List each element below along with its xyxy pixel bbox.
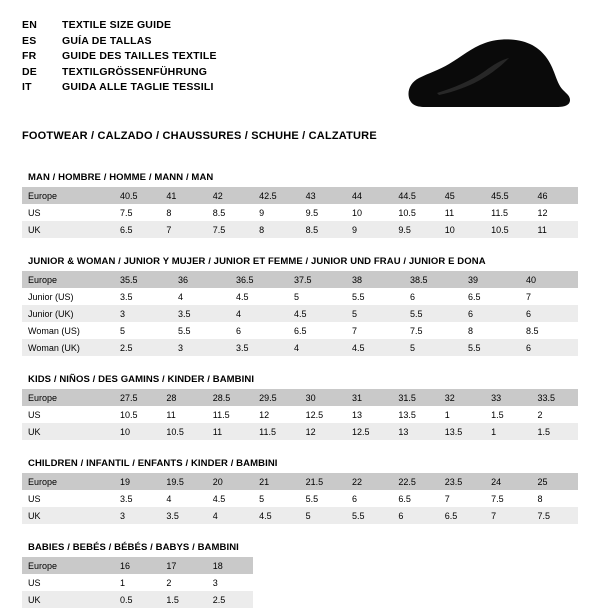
cell: 4.5 (236, 291, 249, 302)
cell: 6.5 (439, 507, 485, 524)
cell: 1 (444, 409, 450, 420)
row-label: Europe (22, 271, 114, 288)
cell: 36.5 (230, 271, 288, 288)
cell: 10.5 (398, 207, 416, 218)
cell: 8 (537, 493, 543, 504)
section-title: MAN / HOMBRE / HOMME / MANN / MAN (28, 172, 214, 183)
cell: 12 (259, 409, 270, 420)
language-code: FR (22, 50, 37, 62)
cell: 44 (346, 187, 392, 204)
cell: 42 (207, 187, 253, 204)
language-title: GUIDA ALLE TAGLIE TESSILI (62, 81, 214, 93)
language-row (22, 65, 217, 81)
cell: 13 (392, 423, 438, 440)
size-table-man (22, 187, 578, 238)
section-junior-woman (22, 256, 578, 356)
cell: 9.5 (392, 221, 438, 238)
row-label: Woman (US) (28, 325, 80, 336)
cell: 0.5 (114, 591, 160, 608)
cell: 3.5 (172, 305, 230, 322)
cell: 12.5 (346, 423, 392, 440)
cell-empty (300, 574, 346, 591)
cell: 1.5 (160, 591, 206, 608)
cell: 43 (300, 187, 346, 204)
table-row (22, 204, 578, 221)
section-title: JUNIOR & WOMAN / JUNIOR Y MUJER / JUNIOR ET FEMME / JUNIOR UND FRAU / JUNIOR E DONA (28, 256, 486, 267)
cell: 22 (346, 473, 392, 490)
cell: 2 (537, 409, 543, 420)
cell: 46 (532, 187, 578, 204)
cell: 3 (172, 339, 230, 356)
cell: 19.5 (160, 473, 206, 490)
cell: 1.5 (491, 409, 504, 420)
cell: 10 (439, 221, 485, 238)
cell: 16 (114, 557, 160, 574)
row-label: UK (22, 423, 114, 440)
cell: 3 (114, 507, 160, 524)
cell: 4 (230, 305, 288, 322)
cell: 11 (166, 409, 176, 420)
cell: 5 (120, 325, 126, 336)
language-row (22, 49, 217, 65)
cell: 5 (259, 493, 265, 504)
cell: 35.5 (114, 271, 172, 288)
cell: 8.5 (300, 221, 346, 238)
cell: 6 (392, 507, 438, 524)
cell: 5.5 (462, 339, 520, 356)
cell: 12 (300, 423, 346, 440)
cell: 1 (485, 423, 531, 440)
cell-empty (485, 574, 531, 591)
cell: 12.5 (305, 409, 324, 420)
cell: 6 (351, 493, 357, 504)
cell: 6 (236, 325, 242, 336)
cell: 5.5 (404, 305, 462, 322)
cell: 10.5 (120, 409, 138, 420)
cell: 7.5 (532, 507, 578, 524)
cell: 10 (114, 423, 160, 440)
document-header (22, 18, 578, 116)
row-label: UK (22, 507, 114, 524)
cell: 7.5 (410, 325, 423, 336)
section-kids (22, 374, 578, 440)
cell: 5.5 (178, 325, 191, 336)
cell: 4 (166, 493, 172, 504)
language-title: TEXTILGRÖSSENFÜHRUNG (62, 65, 208, 78)
cell: 9 (346, 221, 392, 238)
cell: 9.5 (305, 207, 319, 218)
cell-empty (346, 574, 392, 591)
cell: 21 (253, 473, 299, 490)
table-row (22, 322, 578, 339)
language-row (22, 18, 217, 34)
cell: 11 (444, 207, 455, 218)
cell: 1.5 (532, 423, 578, 440)
section-title: KIDS / NIÑOS / DES GAMINS / KINDER / BAMBINI (28, 374, 255, 385)
cell: 6.5 (398, 493, 411, 504)
cell: 37.5 (288, 271, 346, 288)
cell: 24 (485, 473, 531, 490)
cell: 4.5 (253, 507, 299, 524)
cell-empty (532, 574, 578, 591)
cell: 33 (485, 389, 531, 406)
row-label: Junior (UK) (22, 305, 114, 322)
cell: 36 (172, 271, 230, 288)
size-table-babies (22, 557, 578, 608)
cell: 10 (351, 207, 362, 218)
cell: 7.5 (207, 221, 253, 238)
cell: 42.5 (253, 187, 299, 204)
footwear-subtitle: FOOTWEAR / CALZADO / CHAUSSURES / SCHUHE / CALZATURE (22, 130, 377, 142)
cell: 27.5 (114, 389, 160, 406)
cell-empty (300, 557, 346, 574)
cell: 22.5 (392, 473, 438, 490)
language-row (22, 34, 217, 50)
language-title: GUÍA DE TALLAS (62, 34, 152, 47)
cell: 7 (352, 325, 358, 336)
cell: 3.5 (120, 493, 133, 504)
table-row (22, 221, 578, 238)
cell: 25 (532, 473, 578, 490)
size-table-kids (22, 389, 578, 440)
language-code: DE (22, 65, 37, 78)
cell: 33.5 (532, 389, 578, 406)
language-code: EN (22, 19, 37, 31)
cell-empty (439, 557, 485, 574)
cell: 31 (346, 389, 392, 406)
cell: 8.5 (526, 325, 539, 336)
cell: 7.5 (120, 207, 133, 218)
cell: 38.5 (404, 271, 462, 288)
cell: 45 (439, 187, 485, 204)
table-row (22, 574, 578, 591)
cell: 8 (468, 325, 474, 336)
section-title: BABIES / BEBÉS / BÉBÉS / BABYS / BAMBINI (28, 542, 239, 553)
cell: 18 (207, 557, 253, 574)
cell: 40.5 (114, 187, 160, 204)
cell: 8.5 (212, 207, 226, 218)
row-label: Europe (22, 389, 114, 406)
row-label: Junior (US) (28, 291, 74, 302)
table-row (22, 473, 578, 490)
row-label: Woman (UK) (22, 339, 114, 356)
row-label: Europe (22, 557, 114, 574)
row-label: Europe (22, 187, 114, 204)
cell: 38 (346, 271, 404, 288)
cell: 12 (537, 207, 548, 218)
cell: 4.5 (212, 493, 226, 504)
language-title-table (22, 18, 217, 96)
cell: 41 (160, 187, 206, 204)
table-row (22, 406, 578, 423)
cell: 6.5 (114, 221, 160, 238)
cell: 6 (462, 305, 520, 322)
cell: 31.5 (392, 389, 438, 406)
cell: 3 (114, 305, 172, 322)
size-table-junior-woman (22, 271, 578, 356)
language-row (22, 80, 217, 96)
cell: 6 (410, 291, 416, 302)
cell: 10.5 (160, 423, 206, 440)
cell: 7 (160, 221, 206, 238)
cell: 8 (166, 207, 172, 218)
cell-empty (253, 557, 299, 574)
row-label: US (28, 577, 41, 588)
dress-shoe-icon (367, 36, 572, 116)
cell: 4 (207, 507, 253, 524)
cell-empty (485, 557, 531, 574)
cell: 13.5 (398, 409, 416, 420)
cell: 7 (444, 493, 450, 504)
cell: 5.5 (352, 291, 365, 302)
cell: 10.5 (485, 221, 531, 238)
cell: 7 (526, 291, 532, 302)
cell: 44.5 (392, 187, 438, 204)
table-row (22, 187, 578, 204)
cell: 30 (300, 389, 346, 406)
section-babies (22, 542, 578, 608)
cell-empty (392, 574, 438, 591)
language-title: GUIDE DES TAILLES TEXTILE (62, 50, 217, 62)
cell: 13.5 (439, 423, 485, 440)
row-label: US (28, 493, 41, 504)
cell: 4 (178, 291, 184, 302)
cell-empty (439, 574, 485, 591)
row-label: US (28, 409, 41, 420)
language-title: TEXTILE SIZE GUIDE (62, 19, 172, 31)
table-row (22, 423, 578, 440)
cell: 28 (160, 389, 206, 406)
cell: 6.5 (294, 325, 307, 336)
cell: 13 (351, 409, 362, 420)
cell: 3.5 (230, 339, 288, 356)
cell: 21.5 (300, 473, 346, 490)
table-row (22, 288, 578, 305)
cell: 6 (520, 305, 578, 322)
table-row (22, 271, 578, 288)
cell: 5 (294, 291, 300, 302)
cell: 2.5 (207, 591, 253, 608)
table-row (22, 389, 578, 406)
cell: 5.5 (305, 493, 319, 504)
cell: 4.5 (288, 305, 346, 322)
cell-empty (392, 557, 438, 574)
row-label: US (28, 207, 41, 218)
table-row (22, 557, 578, 574)
cell: 2 (166, 577, 172, 588)
cell: 2.5 (114, 339, 172, 356)
cell-empty (346, 557, 392, 574)
cell: 4.5 (346, 339, 404, 356)
cell: 3.5 (120, 291, 133, 302)
cell: 7.5 (491, 493, 504, 504)
cell: 11 (207, 423, 253, 440)
cell: 5.5 (346, 507, 392, 524)
table-row (22, 339, 578, 356)
cell: 19 (114, 473, 160, 490)
cell: 45.5 (485, 187, 531, 204)
section-title: CHILDREN / INFANTIL / ENFANTS / KINDER / BAMBINI (28, 458, 278, 469)
cell: 11.5 (212, 409, 230, 420)
language-code: IT (22, 81, 32, 93)
size-table-children (22, 473, 578, 524)
cell: 4 (288, 339, 346, 356)
cell: 11 (532, 221, 578, 238)
cell: 6.5 (468, 291, 481, 302)
table-row (22, 305, 578, 322)
cell: 9 (259, 207, 265, 218)
cell: 17 (160, 557, 206, 574)
cell-empty (532, 557, 578, 574)
cell: 5 (404, 339, 462, 356)
cell: 40 (520, 271, 578, 288)
cell: 32 (439, 389, 485, 406)
cell: 39 (462, 271, 520, 288)
cell: 5 (346, 305, 404, 322)
cell: 11.5 (253, 423, 299, 440)
table-row (22, 490, 578, 507)
cell: 1 (120, 577, 126, 588)
cell: 3.5 (160, 507, 206, 524)
cell: 7 (485, 507, 531, 524)
cell: 29.5 (253, 389, 299, 406)
cell: 5 (300, 507, 346, 524)
cell: 11.5 (491, 207, 508, 218)
section-children (22, 458, 578, 524)
row-label: UK (22, 221, 114, 238)
row-label: UK (22, 591, 114, 608)
row-label: Europe (22, 473, 114, 490)
section-man (22, 172, 578, 238)
cell: 3 (212, 577, 218, 588)
cell: 23.5 (439, 473, 485, 490)
cell: 8 (253, 221, 299, 238)
table-row (22, 507, 578, 524)
cell-empty (253, 574, 299, 591)
cell: 20 (207, 473, 253, 490)
cell: 6 (520, 339, 578, 356)
cell: 28.5 (207, 389, 253, 406)
language-code: ES (22, 34, 37, 47)
